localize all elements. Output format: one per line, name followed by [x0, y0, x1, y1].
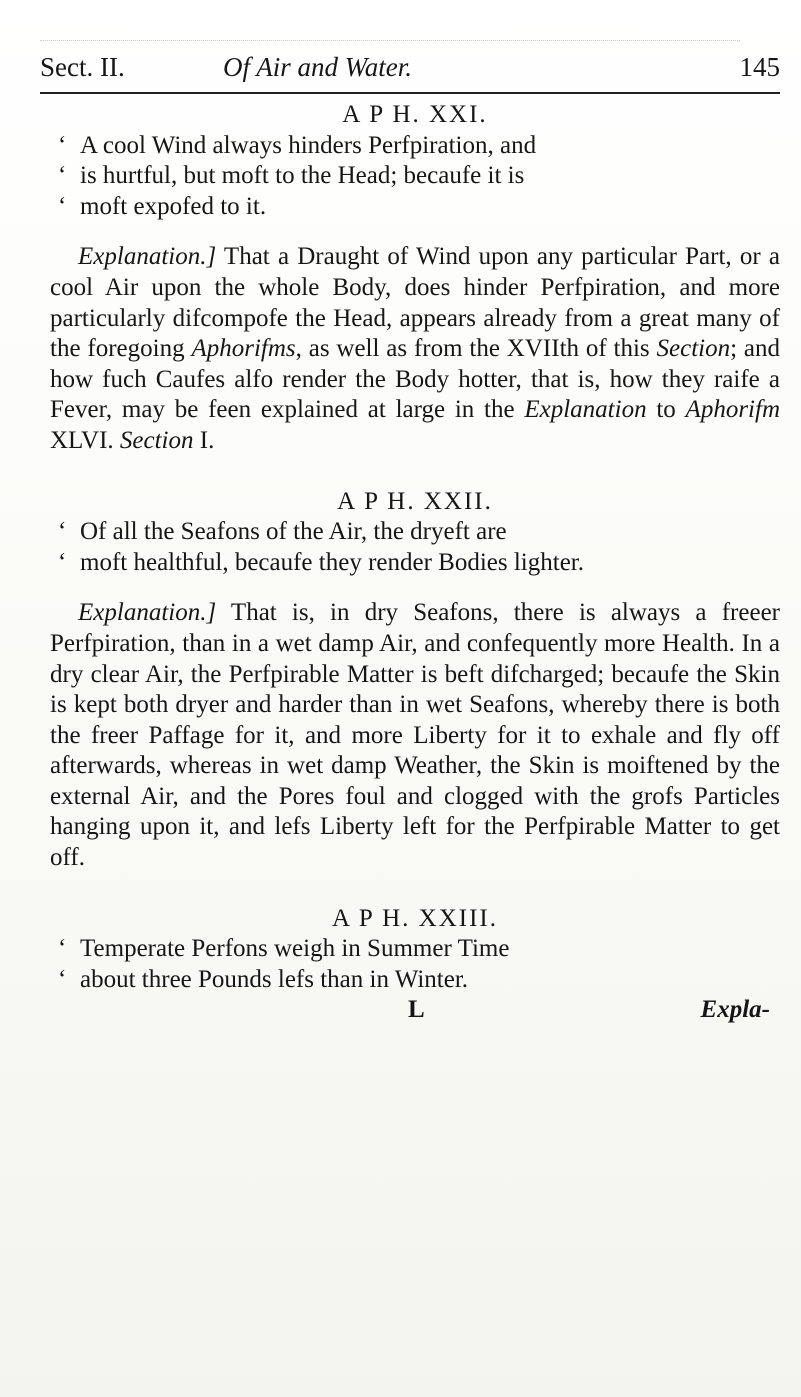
aphorism-line: ‘ about three Pounds lefs than in Winter.: [50, 965, 780, 996]
explanation-21: Explanation.] That a Draught of Wind upon any particular Part, or a cool Air upon the whole Body, does hinder Perfpiration, and more particularly difcompofe the Head, appears already from a great many of the foregoing Aphorifms, as well as from the XVIIth of this Section; and how fuch Caufes alfo render the Body hotter, that is, how they raife a Fever, may be feen explained at large in the Explanation to Aphorifm XLVI. Section I.: [50, 243, 781, 454]
quote-mark: ‘: [58, 518, 67, 546]
quote-mark: ‘: [58, 965, 67, 993]
quote-mark: ‘: [58, 935, 67, 963]
signature-mark: L: [408, 996, 425, 1024]
aphorism-line: ‘ moft expofed to it.: [50, 192, 780, 223]
quote-mark: ‘: [58, 131, 67, 159]
aphorism-22-heading: A P H. XXII.: [337, 487, 493, 515]
aphorism-23-text: [50, 934, 780, 995]
explanation-22: Explanation.] That is, in dry Seafons, there is always a freeer Perfpiration, than in a wet damp Air, and confequently more Health. In a dry clear Air, the Perfpirable Matter is beft difcharged; becaufe the Skin is kept both dryer and harder than in wet Seafons, whereby there is both the freer Paffage for it, and more Liberty for it to exhale and fly off afterwards, whereas in wet damp Weather, the Skin is moiftened by the external Air, and the Pores foul and clogged with the grofs Particles hanging upon it, and lefs Liberty left for the Perfpirable Matter to get off.: [50, 599, 780, 872]
page-footer: [50, 995, 780, 1026]
quote-mark: ‘: [58, 192, 67, 220]
page-edge-mark: [40, 40, 740, 51]
page-number: 145: [739, 52, 780, 82]
aphorism-line: ‘ moft healthful, becaufe they render Bodies lighter.: [50, 548, 780, 579]
aphorism-21-text: [50, 131, 780, 223]
aphorism-line: ‘ Of all the Seafons of the Air, the dryeft are: [50, 517, 780, 548]
aphorism-line: ‘ Temperate Perfons weigh in Summer Time: [50, 934, 780, 965]
aphorism-21-heading: A P H. XXI.: [342, 101, 488, 128]
header-rule: [40, 92, 780, 94]
quote-mark: ‘: [58, 162, 67, 190]
quote-mark: ‘: [58, 548, 67, 576]
header-section: Sect. II.: [40, 52, 125, 82]
catchword: Expla-: [700, 996, 770, 1024]
header-title: Of Air and Water.: [223, 52, 413, 82]
aphorism-23-heading: A P H. XXIII.: [331, 904, 499, 932]
explanation-label: Explanation.]: [78, 599, 217, 627]
page-body: [50, 100, 780, 1026]
aphorism-line: ‘ is hurtful, but moft to the Head; becaufe it is: [50, 161, 780, 192]
aphorism-22-text: [50, 517, 780, 578]
running-header: [40, 52, 780, 92]
aphorism-line: ‘ A cool Wind always hinders Perfpiration, and: [50, 131, 780, 162]
explanation-label: Explanation.]: [78, 243, 217, 271]
